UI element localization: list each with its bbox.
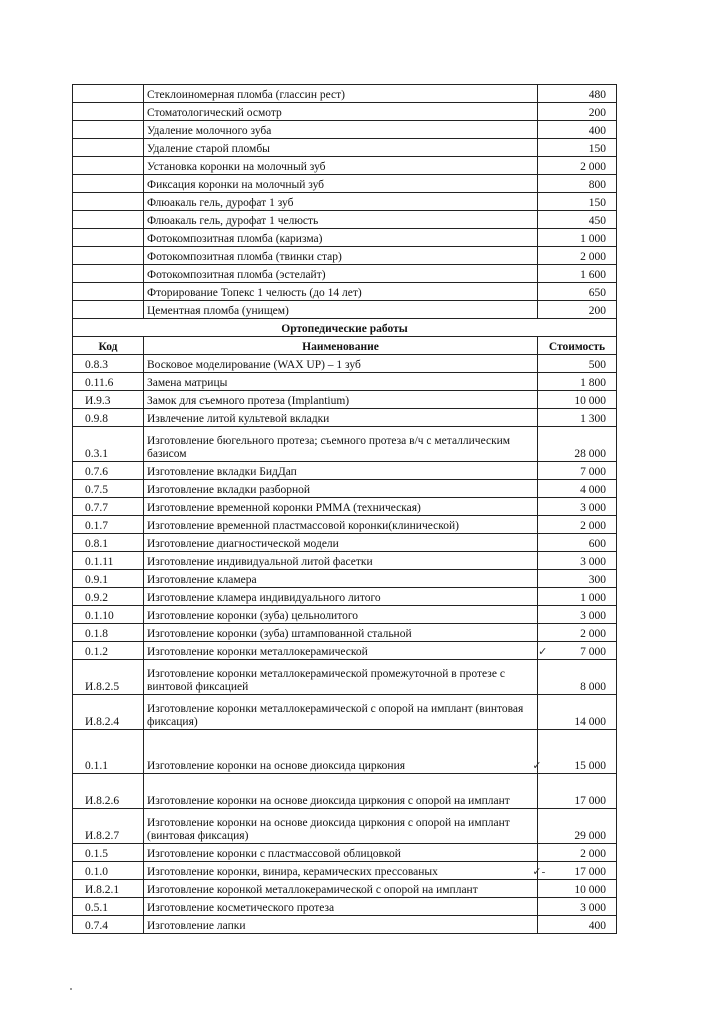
row-name: Изготовление коронки металлокерамической с опорой на имплант (винтовая фиксация) — [144, 695, 538, 730]
check-mark-icon: ✓ — [538, 646, 548, 658]
table-row — [73, 427, 617, 462]
price-value: 1 000 — [580, 233, 606, 245]
row-code — [73, 211, 144, 229]
table-row — [73, 898, 617, 916]
row-name: Цементная пломба (унищем) — [144, 301, 538, 319]
scan-speck — [70, 988, 72, 990]
row-code: 0.7.5 — [73, 480, 144, 498]
table-row — [73, 624, 617, 642]
table-row — [73, 516, 617, 534]
row-code — [73, 301, 144, 319]
price-value: 480 — [588, 89, 606, 101]
price-value: 28 000 — [574, 448, 606, 460]
table-row — [73, 916, 617, 934]
row-name: Изготовление бюгельного протеза; съемного протеза в/ч с металлическим базисом — [144, 427, 538, 462]
row-name: Фиксация коронки на молочный зуб — [144, 175, 538, 193]
price-value: 2 000 — [580, 520, 606, 532]
row-price — [538, 480, 617, 498]
row-code: 0.1.7 — [73, 516, 144, 534]
table-row — [73, 265, 617, 283]
section-block — [73, 319, 617, 355]
row-name: Стоматологический осмотр — [144, 103, 538, 121]
row-price — [538, 85, 617, 103]
table-row — [73, 606, 617, 624]
row-code: 0.1.2 — [73, 642, 144, 660]
row-name: Замена матрицы — [144, 373, 538, 391]
row-code: 0.11.6 — [73, 373, 144, 391]
section-title: Ортопедические работы — [73, 319, 617, 337]
row-price — [538, 642, 617, 660]
price-value: 7 000 — [580, 646, 606, 658]
row-name: Фотокомпозитная пломба (эстелайт) — [144, 265, 538, 283]
price-value: 10 000 — [574, 395, 606, 407]
row-name: Фторирование Топекс 1 челюсть (до 14 лет) — [144, 283, 538, 301]
table-row — [73, 139, 617, 157]
price-value: 3 000 — [580, 556, 606, 568]
row-name: Изготовление временной пластмассовой коронки(клинической) — [144, 516, 538, 534]
row-code — [73, 175, 144, 193]
price-value: 2 000 — [580, 628, 606, 640]
price-value: 10 000 — [574, 884, 606, 896]
row-price — [538, 844, 617, 862]
row-price — [538, 103, 617, 121]
row-price — [532, 730, 617, 774]
price-value: 1 800 — [580, 377, 606, 389]
row-code: 0.1.5 — [73, 844, 144, 862]
row-price — [538, 570, 617, 588]
price-value: 150 — [588, 197, 606, 209]
price-value: 8 000 — [580, 681, 606, 693]
price-value: 200 — [588, 107, 606, 119]
table-row — [73, 229, 617, 247]
price-value: 4 000 — [580, 484, 606, 496]
row-name: Изготовление коронки металлокерамической промежуточной в протезе с винтовой фиксацией — [144, 660, 538, 695]
price-value: 3 000 — [580, 902, 606, 914]
row-code: И.8.2.4 — [73, 695, 144, 730]
price-value: 2 000 — [580, 161, 606, 173]
price-value: 450 — [588, 215, 606, 227]
row-code: 0.9.1 — [73, 570, 144, 588]
price-list-sheet — [72, 84, 616, 934]
row-code — [73, 265, 144, 283]
price-value: 200 — [588, 305, 606, 317]
table-row — [73, 642, 617, 660]
row-name: Извлечение литой культевой вкладки — [144, 409, 538, 427]
row-code — [73, 229, 144, 247]
table-row — [73, 730, 617, 774]
row-name: Изготовление коронки (зуба) цельнолитого — [144, 606, 538, 624]
row-name: Изготовление индивидуальной литой фасетки — [144, 552, 538, 570]
price-value: 400 — [588, 920, 606, 932]
row-price — [538, 301, 617, 319]
price-value: 300 — [588, 574, 606, 586]
row-code — [73, 157, 144, 175]
row-price — [538, 373, 617, 391]
table-row — [73, 85, 617, 103]
row-price — [538, 391, 617, 409]
price-value: 650 — [588, 287, 606, 299]
row-name: Фотокомпозитная пломба (твинки стар) — [144, 247, 538, 265]
row-price — [538, 121, 617, 139]
price-table — [72, 84, 617, 934]
table-row — [73, 391, 617, 409]
row-name: Изготовление косметического протеза — [144, 898, 538, 916]
row-name: Удаление старой пломбы — [144, 139, 538, 157]
row-code: 0.7.6 — [73, 462, 144, 480]
price-value: 600 — [588, 538, 606, 550]
row-price — [538, 283, 617, 301]
price-value: 17 000 — [574, 866, 606, 878]
table-row — [73, 283, 617, 301]
table-row — [73, 809, 617, 844]
table-row — [73, 373, 617, 391]
row-price — [538, 211, 617, 229]
table-row — [73, 695, 617, 730]
header-row — [73, 337, 617, 355]
row-name: Изготовление кламера индивидуального литого — [144, 588, 538, 606]
price-value: 29 000 — [574, 830, 606, 842]
price-value: 400 — [588, 125, 606, 137]
price-value: 1 600 — [580, 269, 606, 281]
row-code: 0.1.8 — [73, 624, 144, 642]
price-value: 1 000 — [580, 592, 606, 604]
row-price — [538, 534, 617, 552]
row-name: Установка коронки на молочный зуб — [144, 157, 538, 175]
row-name: Изготовление вкладки БидДап — [144, 462, 538, 480]
price-value: 2 000 — [580, 251, 606, 263]
table-row — [73, 660, 617, 695]
row-price — [538, 355, 617, 373]
row-price — [538, 427, 617, 462]
section-row — [73, 319, 617, 337]
check-mark-icon: ✓ — [532, 760, 542, 772]
row-name: Удаление молочного зуба — [144, 121, 538, 139]
row-price — [538, 809, 617, 844]
row-name: Флюакаль гель, дурофат 1 зуб — [144, 193, 538, 211]
row-code: 0.1.1 — [73, 730, 144, 774]
row-price — [538, 916, 617, 934]
table-row — [73, 175, 617, 193]
table-row — [73, 301, 617, 319]
row-price — [538, 409, 617, 427]
row-name: Изготовление вкладки разборной — [144, 480, 538, 498]
price-value: 500 — [588, 359, 606, 371]
price-value: 2 000 — [580, 848, 606, 860]
table-row — [73, 355, 617, 373]
row-code — [73, 193, 144, 211]
table-row — [73, 880, 617, 898]
row-name: Изготовление лапки — [144, 916, 538, 934]
row-code: 0.8.1 — [73, 534, 144, 552]
row-code: 0.7.4 — [73, 916, 144, 934]
table-row — [73, 247, 617, 265]
row-code: 0.3.1 — [73, 427, 144, 462]
row-price — [538, 588, 617, 606]
table-row — [73, 157, 617, 175]
row-name: Фотокомпозитная пломба (каризма) — [144, 229, 538, 247]
table-row — [73, 844, 617, 862]
price-value: 3 000 — [580, 610, 606, 622]
row-price — [538, 193, 617, 211]
row-name: Изготовление коронки на основе диоксида циркония — [144, 730, 538, 774]
row-name: Восковое моделирование (WAX UP) – 1 зуб — [144, 355, 538, 373]
table-row — [73, 498, 617, 516]
row-price — [538, 880, 617, 898]
row-price — [538, 157, 617, 175]
row-name: Изготовление временной коронки PMMA (техническая) — [144, 498, 538, 516]
table-row — [73, 588, 617, 606]
table-row — [73, 211, 617, 229]
header-code: Код — [73, 337, 144, 355]
table-row — [73, 121, 617, 139]
row-price — [538, 229, 617, 247]
table-row — [73, 193, 617, 211]
price-value: 17 000 — [574, 795, 606, 807]
row-price — [538, 552, 617, 570]
row-price — [538, 175, 617, 193]
table-row — [73, 462, 617, 480]
row-code — [73, 85, 144, 103]
row-price — [538, 624, 617, 642]
header-price: Стоимость — [538, 337, 617, 355]
row-name: Изготовление кламера — [144, 570, 538, 588]
row-name: Замок для съемного протеза (Implantium) — [144, 391, 538, 409]
row-name: Изготовление коронкой металлокерамической с опорой на имплант — [144, 880, 538, 898]
row-code: И.9.3 — [73, 391, 144, 409]
table-row — [73, 862, 617, 880]
row-price — [538, 265, 617, 283]
ortho-rows — [73, 355, 617, 934]
row-price — [538, 606, 617, 624]
table-row — [73, 534, 617, 552]
row-name: Изготовление коронки металлокерамической — [144, 642, 538, 660]
table-row — [73, 552, 617, 570]
row-code: 0.9.2 — [73, 588, 144, 606]
row-code — [73, 121, 144, 139]
row-code: И.8.2.6 — [73, 774, 144, 809]
table-row — [73, 409, 617, 427]
row-code: 0.9.8 — [73, 409, 144, 427]
row-code — [73, 247, 144, 265]
price-value: 800 — [588, 179, 606, 191]
table-row — [73, 774, 617, 809]
price-value: 15 000 — [574, 760, 606, 772]
check-mark-icon: ✓- — [532, 866, 546, 878]
row-price — [538, 695, 617, 730]
row-name: Изготовление коронки, винира, керамических прессованых — [144, 862, 538, 880]
row-price — [538, 498, 617, 516]
row-name: Изготовление коронки (зуба) штампованной стальной — [144, 624, 538, 642]
row-code: 0.1.10 — [73, 606, 144, 624]
table-row — [73, 103, 617, 121]
row-price — [538, 462, 617, 480]
row-code: И.8.2.5 — [73, 660, 144, 695]
table-row — [73, 480, 617, 498]
row-price — [532, 862, 617, 880]
price-value: 1 300 — [580, 413, 606, 425]
row-name: Изготовление коронки на основе диоксида циркония с опорой на имплант — [144, 774, 538, 809]
top-rows — [73, 85, 617, 319]
row-price — [538, 516, 617, 534]
price-value: 150 — [588, 143, 606, 155]
row-price — [538, 139, 617, 157]
row-code — [73, 283, 144, 301]
row-code: 0.5.1 — [73, 898, 144, 916]
row-name: Флюакаль гель, дурофат 1 челюсть — [144, 211, 538, 229]
price-value: 14 000 — [574, 716, 606, 728]
price-value: 3 000 — [580, 502, 606, 514]
table-row — [73, 570, 617, 588]
row-code: И.8.2.7 — [73, 809, 144, 844]
row-code — [73, 103, 144, 121]
row-code: 0.1.11 — [73, 552, 144, 570]
row-code: 0.8.3 — [73, 355, 144, 373]
row-name: Изготовление диагностической модели — [144, 534, 538, 552]
row-name: Стеклоиномерная пломба (глассин рест) — [144, 85, 538, 103]
row-code — [73, 139, 144, 157]
row-price — [538, 660, 617, 695]
row-price — [538, 247, 617, 265]
row-name: Изготовление коронки с пластмассовой облицовкой — [144, 844, 538, 862]
row-price — [538, 898, 617, 916]
price-value: 7 000 — [580, 466, 606, 478]
row-code: 0.1.0 — [73, 862, 144, 880]
header-name: Наименование — [144, 337, 538, 355]
row-code: И.8.2.1 — [73, 880, 144, 898]
row-name: Изготовление коронки на основе диоксида циркония с опорой на имплант (винтовая фиксация) — [144, 809, 538, 844]
row-price — [538, 774, 617, 809]
row-code: 0.7.7 — [73, 498, 144, 516]
